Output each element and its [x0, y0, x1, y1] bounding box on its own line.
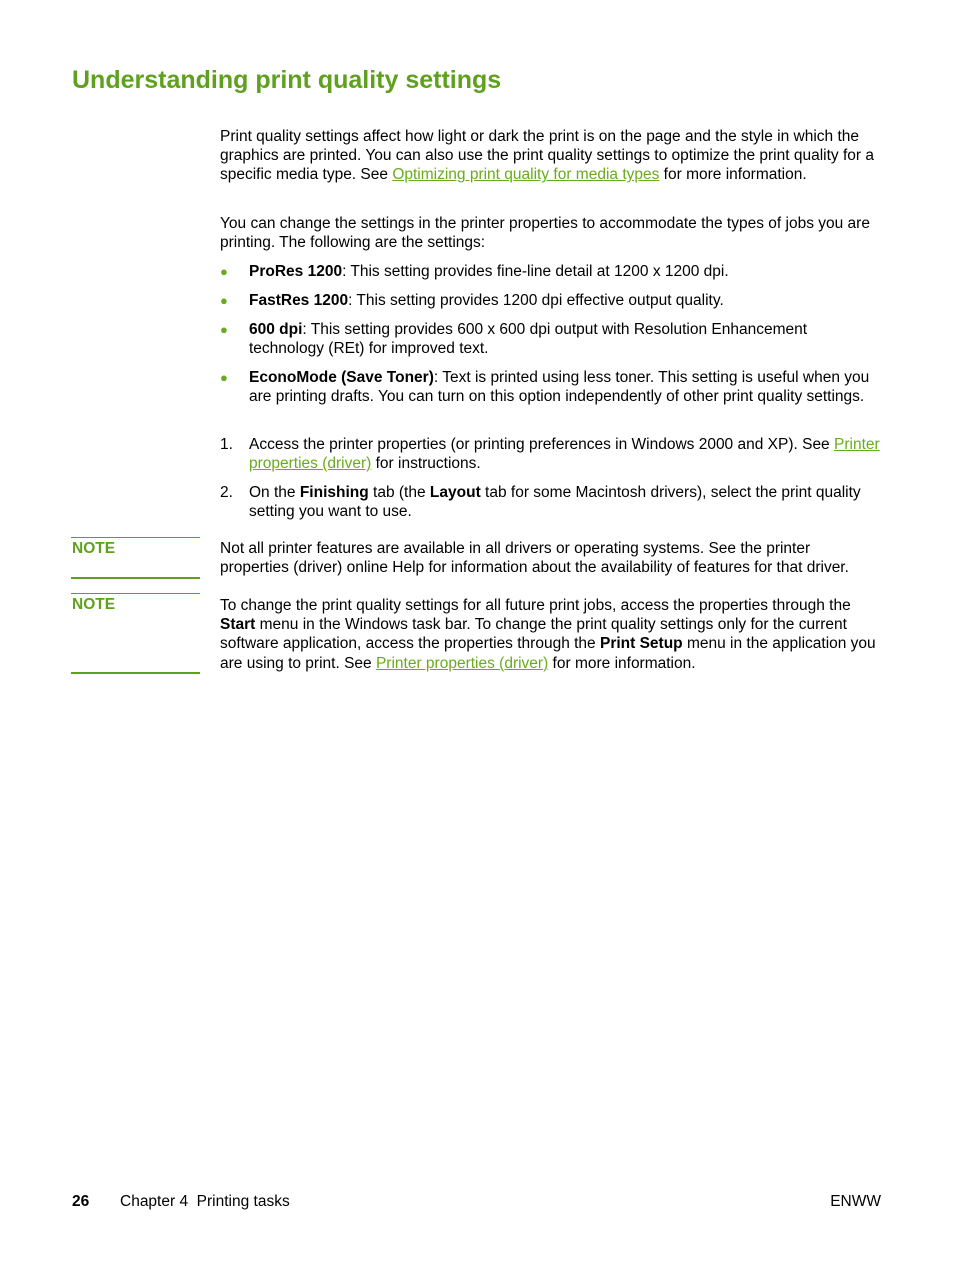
bullet-icon: ● [220, 264, 228, 279]
chapter-label: Chapter 4 Printing tasks [120, 1193, 290, 1210]
setting-description: : This setting provides fine-line detail at 1200 x 1200 dpi. [342, 263, 729, 280]
note-label: NOTE [72, 596, 116, 613]
setting-name: ProRes 1200 [249, 263, 343, 280]
note-divider-top [71, 537, 200, 538]
setting-description: : Text is printed using less toner. This setting is useful when you are printing drafts. You can turn on this option independently of other print quality settings. [249, 369, 870, 406]
start-menu-label: Start [220, 616, 256, 634]
bullet-icon: ● [220, 322, 228, 337]
intro-paragraph-1 [220, 127, 880, 185]
setting-name: FastRes 1200 [249, 292, 349, 309]
step-text: tab (the [368, 484, 430, 501]
step-text: On the [249, 484, 300, 501]
setting-description: : This setting provides 1200 dpi effective output quality. [348, 292, 724, 309]
note-label: NOTE [72, 540, 116, 557]
note-body: menu in the Windows task bar. To change the print quality settings only for the current software application, access the properties through the [220, 616, 847, 653]
step-number: 2. [220, 484, 233, 501]
printer-properties-link[interactable]: Printer properties (driver) [249, 436, 880, 473]
intro-paragraph-2 [220, 214, 880, 252]
bullet-icon: ● [220, 293, 228, 308]
step-text: Access the printer properties (or printing preferences in Windows 2000 and XP). See [249, 436, 834, 453]
optimizing-print-quality-link[interactable]: Optimizing print quality for media types [392, 166, 660, 184]
page-number: 26 [72, 1193, 90, 1210]
step-text: tab for some Macintosh drivers), select the print quality setting you want to use. [249, 484, 861, 521]
note-body: Not all printer features are available in all drivers or operating systems. See the printer properties (driver) online Help for information about the availability of features for that driver. [220, 540, 849, 577]
page-heading: Understanding print quality settings [72, 66, 502, 94]
layout-tab-label: Layout [429, 484, 481, 501]
finishing-tab-label: Finishing [299, 484, 369, 501]
printer-properties-link[interactable]: Printer properties (driver) [375, 654, 549, 672]
intro-text: Print quality settings affect how light or dark the print is on the page and the style in which the graphics are printed. You can also use the print quality settings to optimize the print quality for a specific media type. See [220, 128, 874, 184]
step-number: 1. [220, 436, 233, 453]
print-setup-menu-label: Print Setup [599, 635, 683, 653]
footer-right-label: ENWW [830, 1193, 881, 1210]
intro-text-2: You can change the settings in the printer properties to accommodate the types of jobs you are printing. The following are the settings: [220, 215, 870, 252]
step-text-end: for instructions. [371, 455, 481, 473]
setting-name: EconoMode (Save Toner) [249, 369, 434, 386]
note-divider-top [71, 593, 200, 594]
note-body: menu in the application you are using to print. See [220, 635, 876, 672]
bullet-icon: ● [220, 370, 228, 385]
note-body-end: for more information. [548, 654, 696, 672]
setting-description: : This setting provides 600 x 600 dpi output with Resolution Enhancement technology (REt) for improved text. [249, 321, 808, 358]
note-divider-bottom [71, 577, 200, 579]
note-text [220, 539, 880, 577]
intro-text-end: for more information. [659, 166, 807, 184]
note-body: To change the print quality settings for all future print jobs, access the properties through the [220, 597, 851, 614]
setting-name: 600 dpi [249, 321, 303, 338]
note-text [220, 596, 880, 673]
note-divider-bottom [71, 672, 200, 674]
